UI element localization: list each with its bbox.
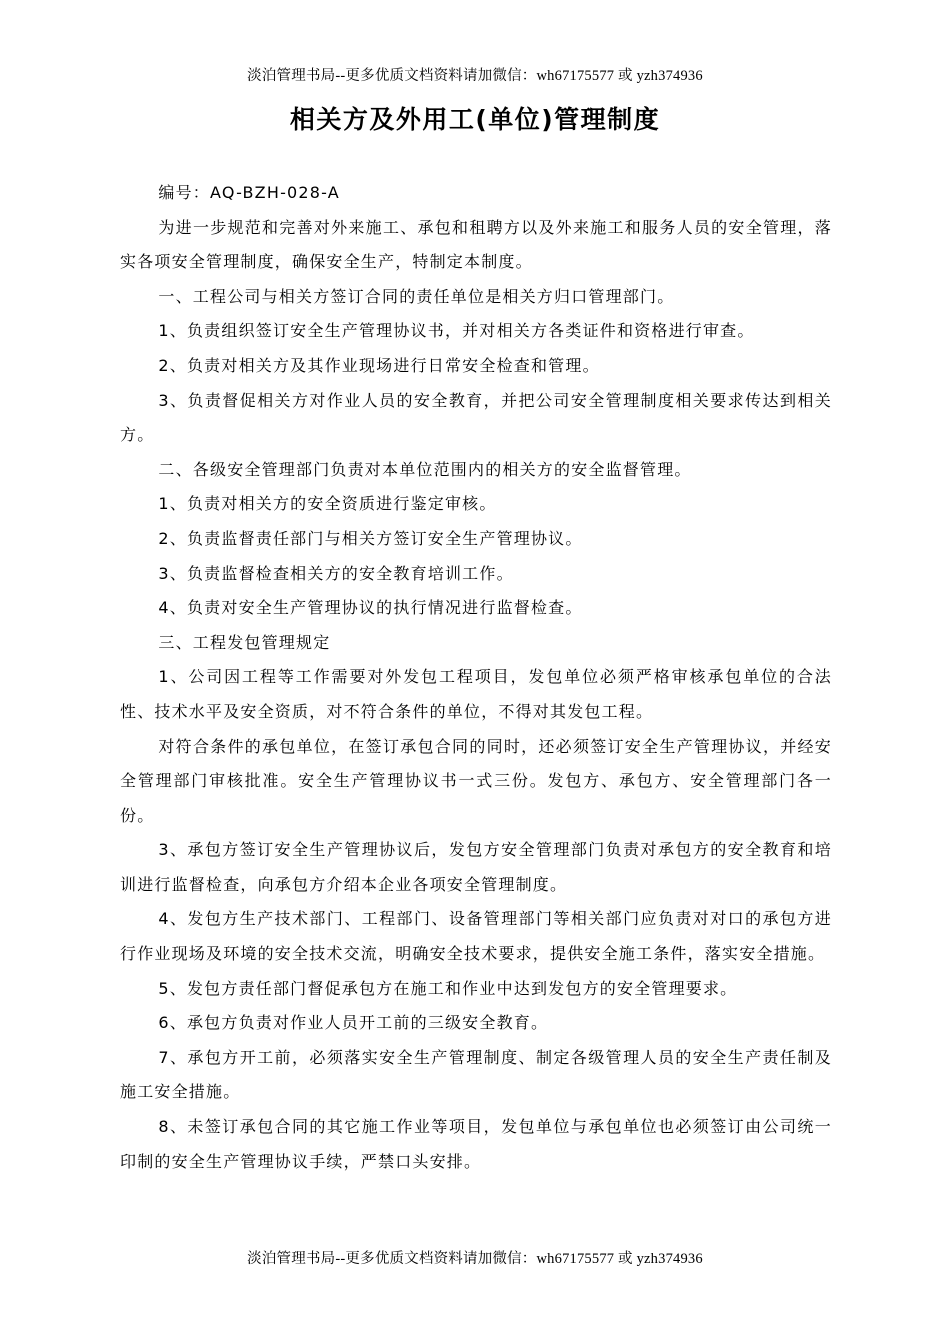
list-item: 3、负责监督检查相关方的安全教育培训工作。 (158, 563, 514, 583)
paragraph-intro: 为进一步规范和完善对外来施工、承包和租聘方以及外来施工和服务人员的安全管理，落实各项安全管理制度，确保安全生产，特制定本制度。 (120, 217, 832, 272)
section-heading-3: 三、工程发包管理规定 (158, 632, 331, 652)
list-item: 2、负责监督责任部门与相关方签订安全生产管理协议。 (158, 528, 583, 548)
list-item: 8、未签订承包合同的其它施工作业等项目，发包单位与承包单位也必须签订由公司统一印制的安全生产管理协议手续，严禁口头安排。 (120, 1117, 832, 1171)
document-number: 编号：AQ-BZH-028-A (158, 183, 340, 202)
list-item: 2、负责对相关方及其作业现场进行日常安全检查和管理。 (158, 355, 600, 375)
list-item: 1、公司因工程等工作需要对外发包工程项目，发包单位必须严格审核承包单位的合法性、技术水平及安全资质，对不符合条件的单位，不得对其发包工程。 (120, 667, 832, 721)
list-item: 4、负责对安全生产管理协议的执行情况进行监督检查。 (158, 598, 583, 618)
paragraph: 对符合条件的承包单位，在签订承包合同的同时，还必须签订安全生产管理协议，并经安全管理部门审核批准。安全生产管理协议书一式三份。发包方、承包方、安全管理部门各一份。 (120, 736, 832, 825)
list-item: 6、承包方负责对作业人员开工前的三级安全教育。 (158, 1013, 549, 1033)
footer-note: 淡泊管理书局--更多优质文档资料请加微信：wh67175577 或 yzh374936 (247, 1251, 703, 1267)
list-item: 4、发包方生产技术部门、工程部门、设备管理部门等相关部门应负责对对口的承包方进行作业现场及环境的安全技术交流，明确安全技术要求，提供安全施工条件，落实安全措施。 (120, 909, 832, 964)
header-note: 淡泊管理书局--更多优质文档资料请加微信：wh67175577 或 yzh374936 (247, 68, 703, 84)
document-title: 相关方及外用工(单位)管理制度 (289, 105, 661, 134)
list-item: 5、发包方责任部门督促承包方在施工和作业中达到发包方的安全管理要求。 (158, 978, 738, 998)
list-item: 3、负责督促相关方对作业人员的安全教育，并把公司安全管理制度相关要求传达到相关方。 (120, 390, 832, 445)
list-item: 1、负责对相关方的安全资质进行鉴定审核。 (158, 494, 497, 514)
list-item: 1、负责组织签订安全生产管理协议书，并对相关方各类证件和资格进行审查。 (158, 321, 755, 341)
document-body (120, 176, 832, 1179)
list-item: 7、承包方开工前，必须落实安全生产管理制度、制定各级管理人员的安全生产责任制及施工安全措施。 (120, 1047, 832, 1102)
list-item: 3、承包方签订安全生产管理协议后，发包方安全管理部门负责对承包方的安全教育和培训进行监督检查，向承包方介绍本企业各项安全管理制度。 (120, 840, 832, 894)
section-heading-1: 一、工程公司与相关方签订合同的责任单位是相关方归口管理部门。 (158, 286, 675, 306)
section-heading-2: 二、各级安全管理部门负责对本单位范围内的相关方的安全监督管理。 (158, 459, 692, 479)
